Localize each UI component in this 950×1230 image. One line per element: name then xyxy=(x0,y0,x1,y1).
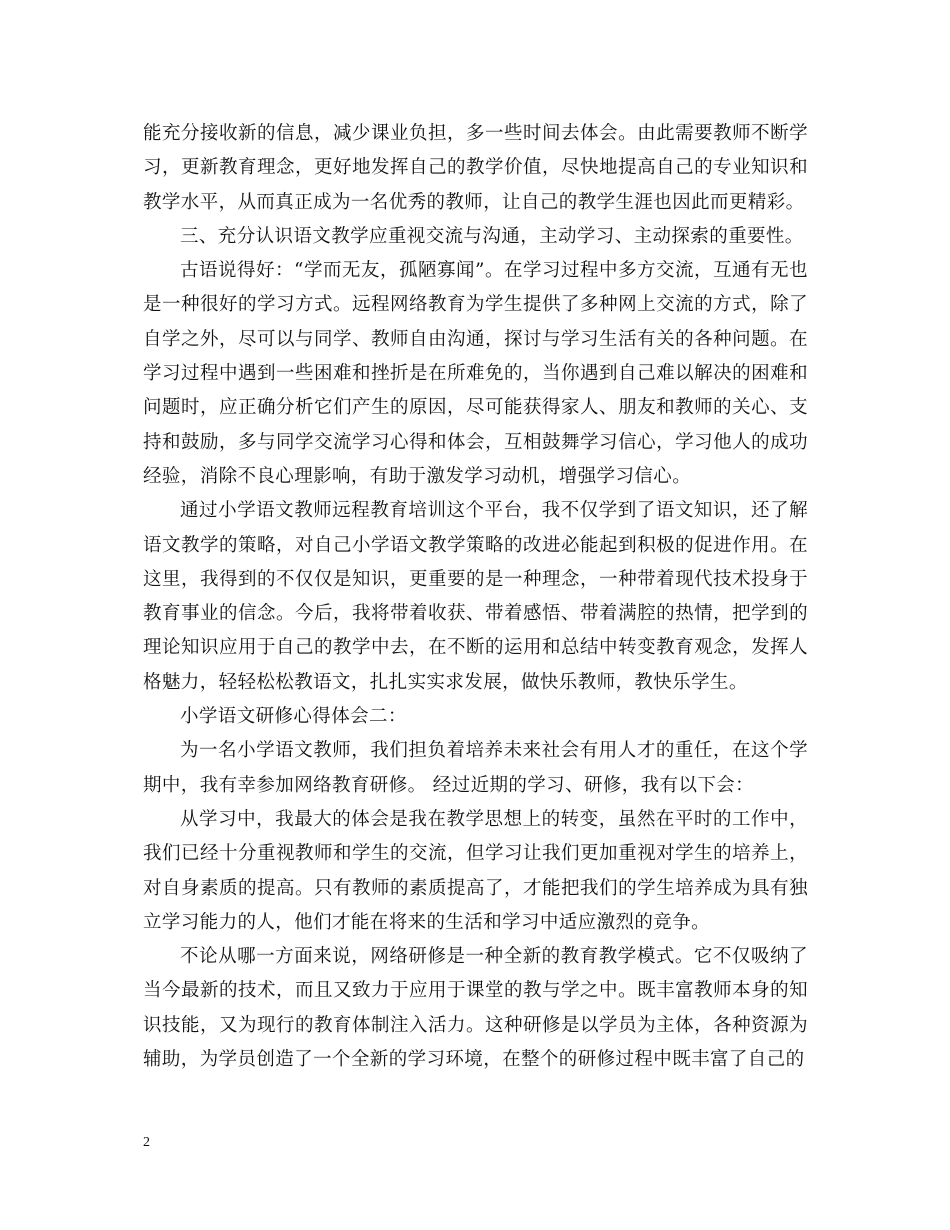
body-text xyxy=(143,117,808,1077)
paragraph-4: 通过小学语文教师远程教育培训这个平台，我不仅学到了语文知识，还了解语文教学的策略，对自己小学语文教学策略的改进必能起到积极的促进作用。在这里，我得到的不仅仅是知识，更重要的是一种理念，一种带着现代技术投身于教育事业的信念。今后，我将带着收获、带着感悟、带着满腔的热情，把学到的理论知识应用于自己的教学中去，在不断的运用和总结中转变教育观念，发挥人格魅力，轻轻松松教语文，扎扎实实求发展，做快乐教师，教快乐学生。 xyxy=(143,500,808,693)
paragraph-1: 能充分接收新的信息，减少课业负担，多一些时间去体会。由此需要教师不断学习，更新教育理念，更好地发挥自己的教学价值，尽快地提高自己的专业知识和教学水平，从而真正成为一名优秀的教师，让自己的教学生涯也因此而更精彩。 xyxy=(143,123,808,213)
paragraph-2-section-heading: 三、充分认识语文教学应重视交流与沟通，主动学习、主动探索的重要性。 xyxy=(180,225,804,247)
paragraph-6: 为一名小学语文教师，我们担负着培养未来社会有用人才的重任，在这个学期中，我有幸参加网络教育研修。 经过近期的学习、研修，我有以下会： xyxy=(143,740,808,796)
paragraph-3: 古语说得好：“学而无友，孤陋寡闻”。在学习过程中多方交流，互通有无也是一种很好的学习方式。远程网络教育为学生提供了多种网上交流的方式，除了自学之外，尽可以与同学、教师自由沟通，探讨与学习生活有关的各种问题。在学习过程中遇到一些困难和挫折是在所难免的，当你遇到自己难以解决的困难和问题时，应正确分析它们产生的原因，尽可能获得家人、朋友和教师的关心、支持和鼓励，多与同学交流学习心得和体会，互相鼓舞学习信心，学习他人的成功经验，消除不良心理影响，有助于激发学习动机，增强学习信心。 xyxy=(143,260,808,487)
paragraph-8: 不论从哪一方面来说，网络研修是一种全新的教育教学模式。它不仅吸纳了当今最新的技术，而且又致力于应用于课堂的教与学之中。既丰富教师本身的知识技能，又为现行的教育体制注入活力。这种研修是以学员为主体，各种资源为辅助，为学员创造了一个全新的学习环境，在整个的研修过程中既丰富了自己的 xyxy=(143,946,808,1071)
paragraph-7: 从学习中，我最大的体会是我在教学思想上的转变，虽然在平时的工作中，我们已经十分重视教师和学生的交流，但学习让我们更加重视对学生的培养上，对自身素质的提高。只有教师的素质提高了，才能把我们的学生培养成为具有独立学习能力的人，他们才能在将来的生活和学习中适应激烈的竞争。 xyxy=(143,808,808,933)
page-number: 2 xyxy=(143,1135,150,1150)
paragraph-5-subtitle: 小学语文研修心得体会二： xyxy=(180,706,407,728)
